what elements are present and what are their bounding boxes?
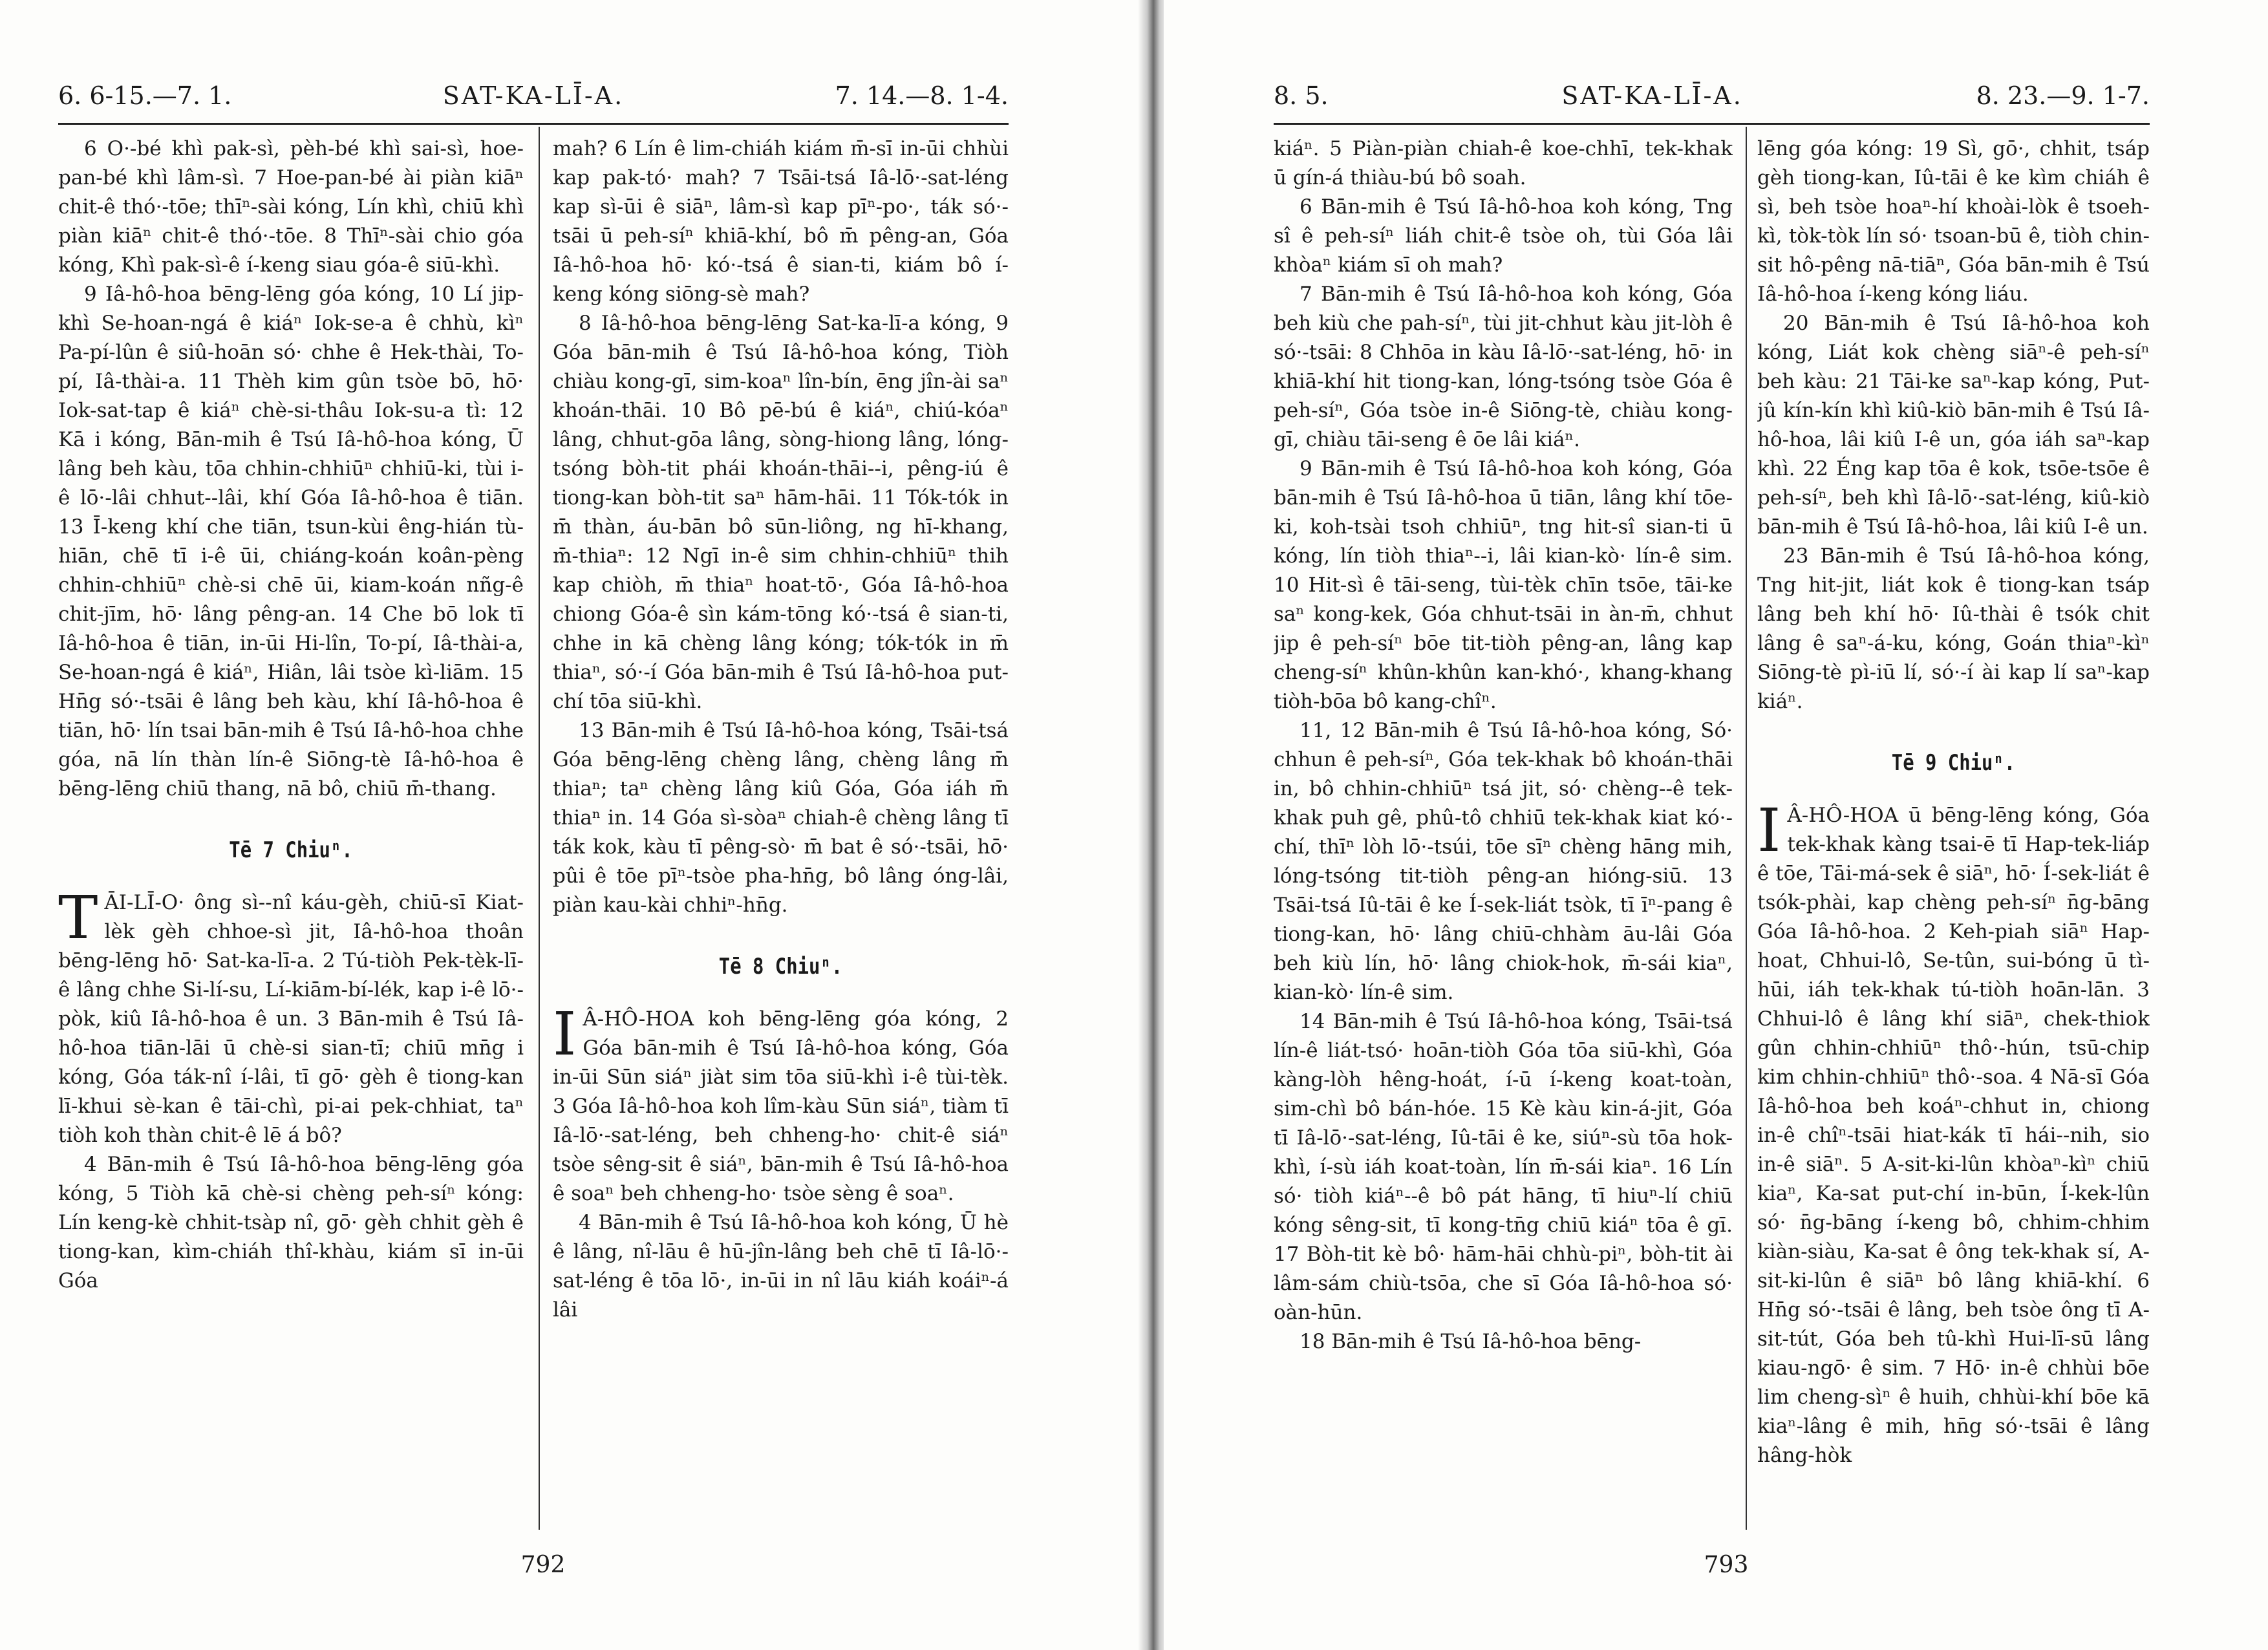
chapter-verse-range-start: 6. 6-15.—7. 1.	[58, 81, 232, 110]
paragraph: 9 Bān-mih ê Tsú Iâ-hô-hoa koh kóng, Góa bān-mih ê Tsú Iâ-hô-hoa ū tiān, lâng khí tōe-ki, koh-tsài tsoh chhiūⁿ, tng hit-sî sian-ti ū kóng, lín tiòh thiaⁿ--i, lâi kian-kò· lín-ê sim. 10 Hit-sì ê tāi-seng, tùi-tèk chīn tsōe, tāi-ke saⁿ kong-kek, Góa chhut-tsāi in àn-m̄, chhut jip ê peh-síⁿ bōe tit-tiòh pêng-an, lâng kap cheng-síⁿ khûn-khûn kan-khó·, khang-khang tiòh-bōa bô kang-chîⁿ.	[1274, 457, 1733, 713]
text-column-right	[553, 134, 1009, 1525]
chapter-opening-paragraph	[553, 1000, 1009, 1208]
text-column-left	[1274, 134, 1733, 1525]
paragraph: 6 O·-bé khì pak-sì, pèh-bé khì sai-sì, hoe-pan-bé khì lâm-sì. 7 Hoe-pan-bé ài piàn kiāⁿ chit-ê thó·-tōe; thīⁿ-sài kóng, Lín khì, chiū khì piàn kiāⁿ chit-ê thó·-tōe. 8 Thīⁿ-sài chio góa kóng, Khì pak-sì-ê í-keng siau góa-ê siū-khì.	[58, 137, 524, 277]
header-rule	[1274, 123, 2150, 125]
text-column-left	[58, 134, 524, 1525]
text-column-right	[1757, 134, 2150, 1525]
paragraph: 9 Iâ-hô-hoa bēng-lēng góa kóng, 10 Lí jip-khì Se-hoan-ngá ê kiáⁿ Iok-se-a ê chhù, kìⁿ Pa-pí-lûn ê siû-hoān só· chhe ê Hek-thài, To-pí, Iâ-thài-a. 11 Thèh kim gûn tsòe bō, hō· Iok-sat-tap ê kiáⁿ chè-si-thâu Iok-su-a tì: 12 Kā i kóng, Bān-mih ê Tsú Iâ-hô-hoa kóng, Ū lâng beh kàu, tōa chhin-chhiūⁿ chhiū-ki, tùi i-ê lō·-lâi chhut--lâi, khí Góa Iâ-hô-hoa ê tiān. 13 Ī-keng khí che tiān, tsun-kùi êng-hián tù-hiān, chē tī i-ê ūi, chiáng-koán koân-pèng chhin-chhiūⁿ chè-si chē ūi, kiam-koán nñg-ê chit-jīm, hō· lâng pêng-an. 14 Che bō lok tī Iâ-hô-hoa ê tiān, in-ūi Hi-lîn, To-pí, Iâ-thài-a, Se-hoan-ngá ê kiáⁿ, Hiân, lâi tsòe kì-liām. 15 Hn̄g só·-tsāi ê lâng beh kàu, khí Iâ-hô-hoa ê tiān, hō· lín tsai bān-mih ê Tsú Iâ-hô-hoa chhe góa, nā lín thàn lín-ê Siōng-tè Iâ-hô-hoa ê bēng-lēng chiū thang, nā bô, chiū m̄-thang.	[58, 283, 524, 800]
paragraph: 23 Bān-mih ê Tsú Iâ-hô-hoa kóng, Tng hit-jit, liát kok ê tiong-kan tsáp lâng beh khí hō· Iû-thài ê tsók chit lâng ê saⁿ-á-ku, kóng, Goán thiaⁿ-kìⁿ Siōng-tè pì-iū lí, só·-í ài kap lí saⁿ-kap kiáⁿ.	[1757, 544, 2150, 713]
drop-cap: I	[1757, 796, 1781, 865]
paragraph: kiáⁿ. 5 Piàn-piàn chiah-ê koe-chhī, tek-khak ū gín-á thiàu-bú bô soah.	[1274, 137, 1733, 189]
chapter-opening-paragraph	[58, 883, 524, 1150]
paragraph: lēng góa kóng: 19 Sì, gō·, chhit, tsáp gèh tiong-kan, Iû-tāi ê ke kìm chiáh ê sì, beh tsòe hoaⁿ-hí khoài-lòk ê tsoeh-kì, tòk-tòk lín só· tsoan-bū ê, tiòh chin-sit hô-pêng nā-tiāⁿ, Góa bān-mih ê Tsú Iâ-hô-hoa í-keng kóng liáu.	[1757, 137, 2150, 306]
paragraph: 4 Bān-mih ê Tsú Iâ-hô-hoa koh kóng, Ū hè ê lâng, nî-lāu ê hū-jîn-lâng beh chē tī Iâ-lō·-sat-léng ê tōa lō·, in-ūi in nî lāu kiáh koáiⁿ-á lâi	[553, 1211, 1009, 1322]
column-divider	[539, 127, 540, 1530]
chapter-opening-paragraph	[1757, 796, 2150, 1470]
paragraph: 8 Iâ-hô-hoa bēng-lēng Sat-ka-lī-a kóng, 9 Góa bān-mih ê Tsú Iâ-hô-hoa kóng, Tiòh chiàu kong-gī, sim-koaⁿ lîn-bín, ēng jîn-ài saⁿ khoán-thāi. 10 Bô pē-bú ê kiáⁿ, chiú-kóaⁿ lâng, chhut-gōa lâng, sòng-hiong lâng, lóng-tsóng bòh-tit phái khoán-thāi--i, pêng-iú ê tiong-kan bòh-tit saⁿ hām-hāi. 11 Tók-tók in m̄ thàn, áu-bān bô sūn-liông, ng hī-khang, m̄-thiaⁿ: 12 Ngī in-ê sim chhin-chhiūⁿ thih kap chiòh, m̄ thiaⁿ hoat-tō·, Góa Iâ-hô-hoa chiong Góa-ê sìn kám-tōng kó·-tsá ê sian-ti, chhe in kā chèng lâng kóng; tók-tók in m̄ thiaⁿ, só·-í Góa bān-mih ê Tsú Iâ-hô-hoa put-chí tōa siū-khì.	[553, 312, 1009, 713]
chapter-verse-range-end: 8. 23.—9. 1-7.	[1976, 81, 2150, 110]
paragraph: 4 Bān-mih ê Tsú Iâ-hô-hoa bēng-lēng góa kóng, 5 Tiòh kā chè-si chèng peh-síⁿ kóng: Lín keng-kè chhit-tsàp nî, gō· gèh chhit gèh ê tiong-kan, kìm-chiáh thî-khàu, kiám sī in-ūi Góa	[58, 1153, 524, 1292]
paragraph: 11, 12 Bān-mih ê Tsú Iâ-hô-hoa kóng, Só· chhun ê peh-síⁿ, Góa tek-khak bô khoán-thāi in, bô chhin-chhiūⁿ tsá jit, só· chèng--ê tek-khak puh gê, phû-tô chhiū tek-khak kiat kó·-chí, thīⁿ lòh lō·-tsúi, tōe sīⁿ chèng hāng mih, lóng-tsóng tit-tiòh pêng-an hióng-siū. 13 Tsāi-tsá Iû-tāi ê ke Í-sek-liát tsòk, tī īⁿ-pang ê tiong-kan, hō· lâng chiū-chhàm āu-lâi Góa beh kiù lín, hō· lâng chiok-hok, m̄-sái kiaⁿ, kian-kò· lín-ê sim.	[1274, 719, 1733, 1004]
running-head	[1274, 76, 2150, 115]
chapter-verse-range-start: 8. 5.	[1274, 81, 1329, 110]
column-divider	[1746, 127, 1747, 1530]
paragraph: 13 Bān-mih ê Tsú Iâ-hô-hoa kóng, Tsāi-tsá Góa bēng-lēng chèng lâng, chèng lâng m̄ thiaⁿ; taⁿ chèng lâng kiû Góa, Góa iáh m̄ thiaⁿ in. 14 Góa sì-sòaⁿ chiah-ê chèng lâng tī ták kok, kàu tī pêng-sò· m̄ bat ê só·-tsāi, hō· pûi ê tōe pīⁿ-tsòe pha-hn̄g, bô lâng óng-lâi, piàn kau-kài chhiⁿ-hn̄g.	[553, 719, 1009, 917]
header-rule	[58, 123, 1009, 125]
chapter-verse-range-end: 7. 14.—8. 1-4.	[835, 81, 1009, 110]
paragraph: 7 Bān-mih ê Tsú Iâ-hô-hoa koh kóng, Góa beh kiù che pah-síⁿ, tùi jit-chhut kàu jit-lòh ê só·-tsāi: 8 Chhōa in kàu Iâ-lō·-sat-léng, hō· in khiā-khí hit tiong-kan, lóng-tsóng tsòe Góa ê peh-síⁿ, Góa tsòe in-ê Siōng-tè, chiàu kong-gī, chiàu tāi-seng ê ōe lâi kiáⁿ.	[1274, 283, 1733, 451]
chapter-heading: Tē 8 Chiuⁿ.	[718, 954, 843, 980]
paragraph: mah? 6 Lín ê lim-chiáh kiám m̄-sī in-ūi chhùi kap pak-tó· mah? 7 Tsāi-tsá Iâ-lō·-sat-léng kap sì-ūi ê siāⁿ, lâm-sì kap pīⁿ-po·, ták só·-tsāi ū peh-síⁿ khiā-khí, bô m̄ pêng-an, Góa Iâ-hô-hoa hō· kó·-tsá ê sian-ti, kiám bô í-keng kóng siōng-sè mah?	[553, 137, 1009, 306]
chapter-heading: Tē 7 Chiuⁿ.	[229, 837, 353, 863]
book-title: SAT-KA-LĪ-A.	[442, 81, 625, 110]
book-title: SAT-KA-LĪ-A.	[1561, 81, 1743, 110]
page-number: 793	[1704, 1552, 1749, 1578]
chapter-opening-text: ĀI-LĪ-O· ông sì--nî káu-gèh, chiū-sī Kiat-lèk gèh chhoe-sì jit, Iâ-hô-hoa thoân bēng-lēng hō· Sat-ka-lī-a. 2 Tú-tiòh Pek-tèk-lī-ê lâng chhe Si-lí-su, Lí-kiām-bí-lék, kap i-ê lō·-pòk, kiû Iâ-hô-hoa ê un. 3 Bān-mih ê Tsú Iâ-hô-hoa tiān-lāi ū chè-si sian-tī; chiū mn̄g i kóng, Góa ták-nî í-lâi, tī gō· gèh ê tiong-kan lī-khui sè-kan ê tāi-chì, pi-ai pek-chhiat, taⁿ tiòh koh thàn chit-ê lē á bô?	[58, 891, 524, 1147]
right-page	[1164, 0, 2268, 1650]
running-head	[58, 76, 1009, 115]
drop-cap: I	[553, 1000, 577, 1069]
paragraph: 14 Bān-mih ê Tsú Iâ-hô-hoa kóng, Tsāi-tsá lín-ê liát-tsó· hoān-tiòh Góa tōa siū-khì, Góa kàng-lòh hêng-hoát, í-ū í-keng koat-toàn, sim-chì bô bán-hóe. 15 Kè kàu kin-á-jit, Góa tī Iâ-lō·-sat-léng, Iû-tāi ê ke, siúⁿ-sù tōa hok-khì, í-sù iáh koat-toàn, lín m̄-sái kiaⁿ. 16 Lín só· tiòh kiáⁿ--ê bô pát hāng, tī hiuⁿ-lí chiū kóng sêng-sit, tī kong-tn̄g chiū kiáⁿ tōa ê gī. 17 Bòh-tit kè bô· hām-hāi chhù-piⁿ, bòh-tit ài lâm-sám chiù-tsōa, che sī Góa Iâ-hô-hoa só· oàn-hūn.	[1274, 1010, 1733, 1324]
chapter-heading: Tē 9 Chiuⁿ.	[1891, 750, 2016, 776]
paragraph: 6 Bān-mih ê Tsú Iâ-hô-hoa koh kóng, Tng sî ê peh-síⁿ liáh chit-ê tsòe oh, tùi Góa lâi khòaⁿ kiám sī oh mah?	[1274, 195, 1733, 277]
paragraph: 20 Bān-mih ê Tsú Iâ-hô-hoa koh kóng, Liát kok chèng siāⁿ-ê peh-síⁿ beh kàu: 21 Tāi-ke saⁿ-kap kóng, Put-jû kín-kín khì kiû-kiò bān-mih ê Tsú Iâ-hô-hoa, lâi kiû I-ê un, góa iáh saⁿ-kap khì. 22 Éng kap tōa ê kok, tsōe-tsōe ê peh-síⁿ, beh khì Iâ-lō·-sat-léng, kiû-kiò bān-mih ê Tsú Iâ-hô-hoa, lâi kiû I-ê un.	[1757, 312, 2150, 539]
chapter-opening-text: Â-HÔ-HOA koh bēng-lēng góa kóng, 2 Góa bān-mih ê Tsú Iâ-hô-hoa kóng, Góa in-ūi Sūn siáⁿ jiàt sim tōa siū-khì i-ê tùi-tèk. 3 Góa Iâ-hô-hoa koh lîm-kàu Sūn siáⁿ, tiàm tī Iâ-lō·-sat-léng, beh chheng-ho· chit-ê siáⁿ tsòe sêng-sit ê siáⁿ, bān-mih ê Tsú Iâ-hô-hoa ê soaⁿ beh chheng-ho· tsòe sèng ê soaⁿ.	[553, 1007, 1009, 1205]
drop-cap: T	[58, 883, 98, 952]
page-number: 792	[520, 1552, 566, 1578]
paragraph: 18 Bān-mih ê Tsú Iâ-hô-hoa bēng-	[1300, 1330, 1642, 1353]
chapter-opening-text: Â-HÔ-HOA ū bēng-lēng kóng, Góa tek-khak kàng tsai-ē tī Hap-tek-liáp ê tōe, Tāi-má-sek ê siāⁿ, hō· Í-sek-liát ê tsók-phài, kap chèng peh-síⁿ n̄g-bāng Góa Iâ-hô-hoa. 2 Keh-piah siāⁿ Hap-hoat, Chhui-lô, Se-tûn, sui-bóng ū tì-hūi, iáh tek-khak tú-tiòh hoān-lān. 3 Chhui-lô ê lâng khí siāⁿ, chek-thiok gûn chhin-chhiūⁿ thô·-hún, tsū-chip kim chhin-chhiūⁿ thô·-soa. 4 Nā-sī Góa Iâ-hô-hoa beh koáⁿ-chhut in, chiong in-ê chîⁿ-tsāi hiat-kák tī hái--nih, sio in-ê siāⁿ. 5 A-sit-ki-lûn khòaⁿ-kìⁿ chiū kiaⁿ, Ka-sat put-chí in-būn, Í-kek-lûn só· n̄g-bāng í-keng bô, chhim-chhim kiàn-siàu, Ka-sat ê ông tek-khak sí, A-sit-ki-lûn ê siāⁿ bô lâng khiā-khí. 6 Hn̄g só·-tsāi ê lâng, beh tsòe ông tī A-sit-tút, Góa beh tû-khì Hui-lī-sū lâng kiau-ngō· ê sim. 7 Hō· in-ê chhùi bōe lim cheng-sìⁿ ê huih, chhùi-khí bōe kā kiaⁿ-lâng ê mih, hn̄g só·-tsāi ê lâng hâng-hòk	[1757, 804, 2150, 1467]
